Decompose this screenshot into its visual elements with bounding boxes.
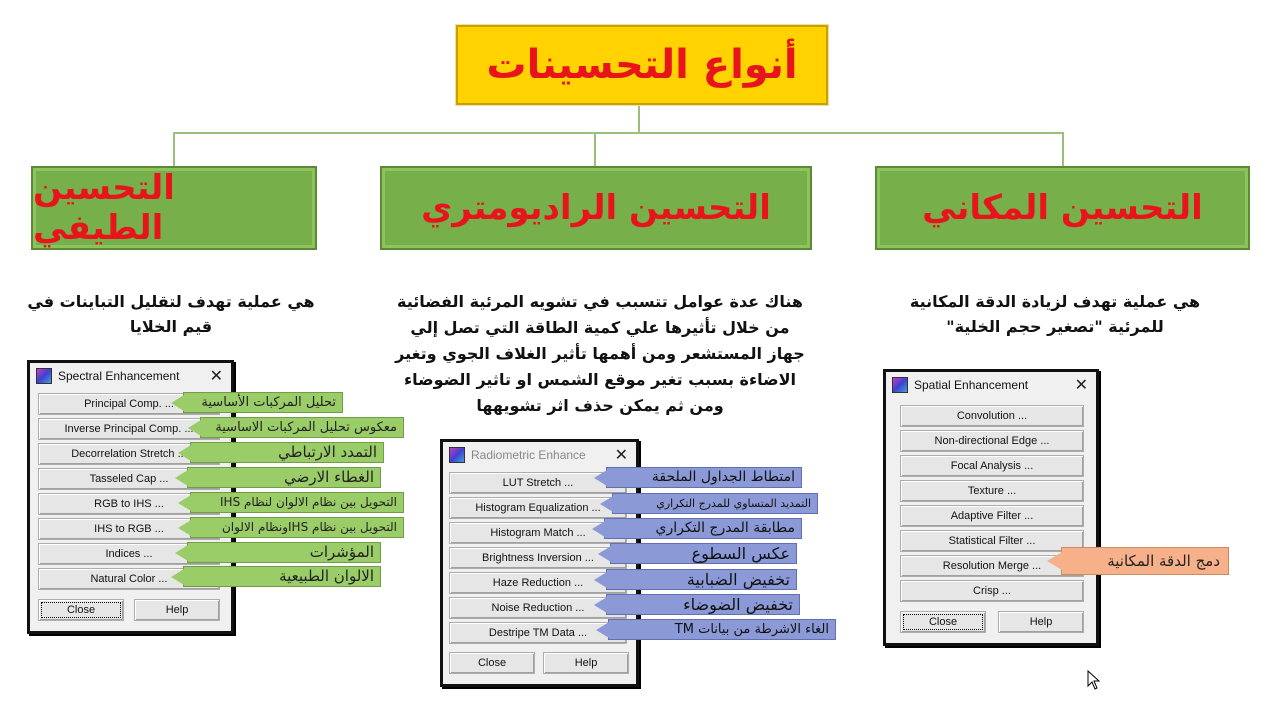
- mouse-cursor-icon: [1087, 670, 1101, 690]
- brightness-inversion-button[interactable]: Brightness Inversion ...: [449, 547, 627, 569]
- callout-tasseled-cap: الغطاء الارضي: [187, 467, 381, 488]
- help-button[interactable]: Help: [543, 652, 629, 674]
- app-icon: [449, 447, 465, 463]
- callout-histogram-equalization: التمديد المتساوي للمدرج التكراري: [612, 493, 818, 514]
- ihs-to-rgb-button[interactable]: IHS to RGB ...: [38, 518, 220, 540]
- callout-natural-color: الالوان الطبيعية: [183, 566, 381, 587]
- dialog-titlebar: [886, 372, 1096, 398]
- callout-principal-comp: تحليل المركبات الأساسية: [183, 392, 343, 413]
- callout-brightness-inversion: عكس السطوع: [610, 543, 797, 564]
- connector-spectral: [173, 132, 175, 166]
- dialog-titlebar: [30, 363, 231, 389]
- resolution-merge-button[interactable]: Resolution Merge ...: [900, 555, 1084, 577]
- callout-inverse-principal-comp: معكوس تحليل المركبات الاساسية: [200, 417, 404, 438]
- callout-lut-stretch: امتطاط الجداول الملحقة: [606, 467, 802, 488]
- callout-noise-reduction: تخفيض الضوضاء: [606, 594, 800, 615]
- adaptive-filter-button[interactable]: Adaptive Filter ...: [900, 505, 1084, 527]
- decorrelation-stretch-button[interactable]: Decorrelation Stretch ...: [38, 443, 220, 465]
- category-spatial: التحسين المكاني: [875, 166, 1250, 250]
- tasseled-cap-button[interactable]: Tasseled Cap ...: [38, 468, 220, 490]
- help-button[interactable]: Help: [134, 599, 220, 621]
- non-directional-edge-button[interactable]: Non-directional Edge ...: [900, 430, 1084, 452]
- focal-analysis-button[interactable]: Focal Analysis ...: [900, 455, 1084, 477]
- crisp-button[interactable]: Crisp ...: [900, 580, 1084, 602]
- statistical-filter-button[interactable]: Statistical Filter ...: [900, 530, 1084, 552]
- indices-button[interactable]: Indices ...: [38, 543, 220, 565]
- histogram-equalization-button[interactable]: Histogram Equalization ...: [449, 497, 627, 519]
- convolution-button[interactable]: Convolution ...: [900, 405, 1084, 427]
- dialog-titlebar: [443, 442, 636, 468]
- category-spectral: التحسين الطيفي: [31, 166, 317, 250]
- callout-haze-reduction: تخفيض الضبابية: [606, 569, 797, 590]
- destripe-tm-data-button[interactable]: Destripe TM Data ...: [449, 622, 627, 644]
- dialog-title: Spatial Enhancement: [914, 378, 1029, 392]
- callout-indices: المؤشرات: [187, 542, 381, 563]
- lut-stretch-button[interactable]: LUT Stretch ...: [449, 472, 627, 494]
- noise-reduction-button[interactable]: Noise Reduction ...: [449, 597, 627, 619]
- callout-destripe-tm: الغاء الاشرطة من بيانات TM: [608, 619, 836, 640]
- connector-title: [638, 101, 640, 133]
- texture-button[interactable]: Texture ...: [900, 480, 1084, 502]
- close-icon[interactable]: ✕: [1074, 377, 1088, 394]
- close-button[interactable]: Close: [449, 652, 535, 674]
- principal-comp-button[interactable]: Principal Comp. ...: [38, 393, 220, 415]
- callout-ihs-to-rgb: التحويل بين نظام IHSونظام الالوان: [190, 517, 404, 538]
- description-spectral: هي عملية تهدف لتقليل التباينات في قيم الخلايا: [27, 292, 315, 336]
- inverse-principal-comp-button[interactable]: Inverse Principal Comp. ...: [38, 418, 220, 440]
- description-spatial: هي عملية تهدف لزيادة الدقة المكانية للمرئية "تصغير حجم الخلية": [909, 292, 1201, 336]
- callout-resolution-merge: دمج الدقة المكانية: [1061, 547, 1229, 575]
- close-icon[interactable]: ✕: [209, 368, 223, 385]
- app-icon: [36, 368, 52, 384]
- close-button[interactable]: Close: [900, 611, 986, 633]
- help-button[interactable]: Help: [998, 611, 1084, 633]
- natural-color-button[interactable]: Natural Color ...: [38, 568, 220, 590]
- dialog-title: Radiometric Enhance: [471, 448, 586, 462]
- description-radiometric: هناك عدة عوامل تتسبب في تشويه المرئية الفضائية من خلال تأثيرها علي كمية الطاقة التي تصل إلي جهاز المستشعر ومن أهمها تأثير الغلاف الجوي وتغير الاضاءة بسبب تغير موقع الشمس او تاثير الضوضاء ومن ثم يمكن حذف اثر تشويهها: [395, 292, 805, 415]
- dialog-title: Spectral Enhancement: [58, 369, 180, 383]
- close-button[interactable]: Close: [38, 599, 124, 621]
- connector-radiometric: [594, 132, 596, 166]
- connector-spatial: [1062, 132, 1064, 166]
- callout-histogram-match: مطابقة المدرج التكراري: [604, 518, 802, 539]
- histogram-match-button[interactable]: Histogram Match ...: [449, 522, 627, 544]
- app-icon: [892, 377, 908, 393]
- spatial-enhancement-dialog: [883, 369, 1099, 646]
- haze-reduction-button[interactable]: Haze Reduction ...: [449, 572, 627, 594]
- connector-horizontal: [173, 132, 1063, 134]
- callout-decorrelation-stretch: التمدد الارتباطي: [190, 442, 384, 463]
- category-radiometric: التحسين الراديومتري: [380, 166, 812, 250]
- diagram-title: أنواع التحسينات: [456, 25, 828, 105]
- callout-rgb-to-ihs: التحويل بين نظام الالوان لنظام IHS: [190, 492, 404, 513]
- close-icon[interactable]: ✕: [614, 447, 628, 464]
- rgb-to-ihs-button[interactable]: RGB to IHS ...: [38, 493, 220, 515]
